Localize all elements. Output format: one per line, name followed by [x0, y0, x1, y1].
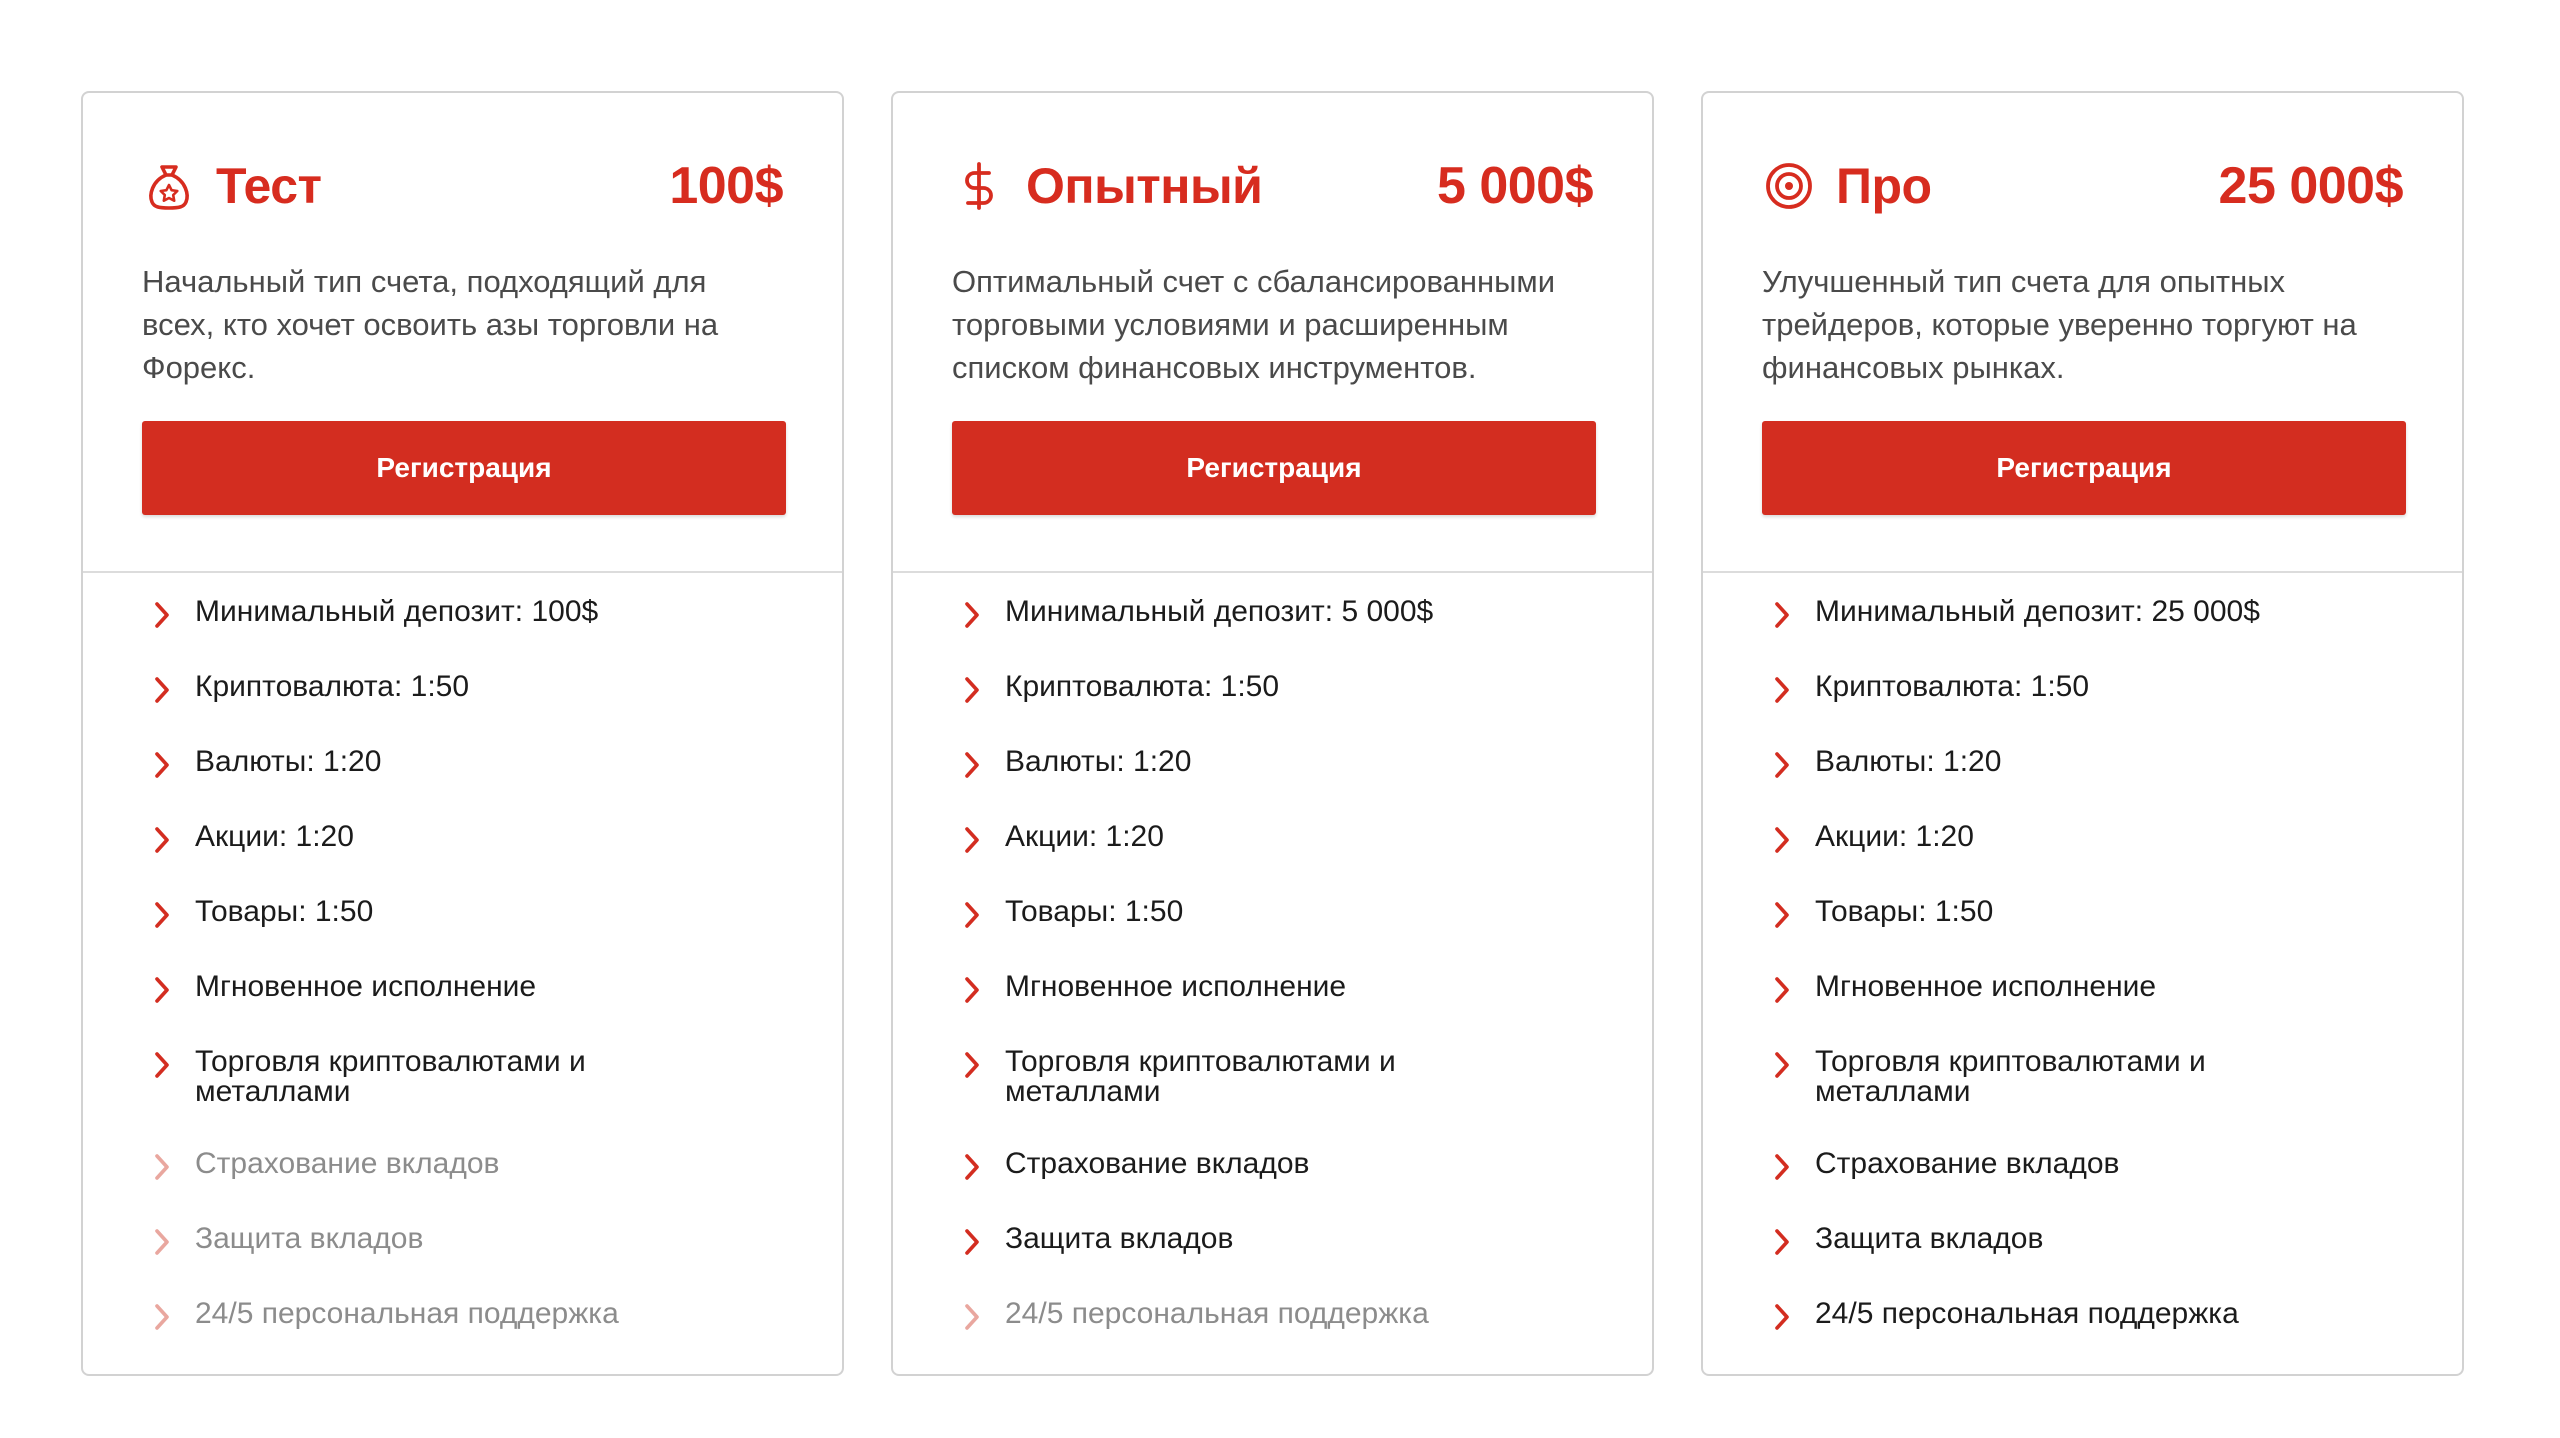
plan-card-experienced: [891, 91, 1654, 1376]
plan-card-test: [81, 91, 844, 1376]
chevron-right-icon: [961, 825, 983, 855]
chevron-right-icon: [1771, 975, 1793, 1005]
plan-name: Опытный: [1026, 158, 1263, 214]
plan-title-group: [142, 157, 322, 215]
feature-text: Страхование вкладов: [1005, 1147, 1310, 1180]
feature-text: Акции: 1:20: [195, 820, 354, 853]
feature-item: [1771, 672, 2403, 705]
plan-card-pro: [1701, 91, 2464, 1376]
feature-text: Товары: 1:50: [1005, 895, 1184, 928]
money-bag-icon: [142, 159, 196, 213]
feature-item: [151, 597, 783, 630]
feature-item: [1771, 597, 2403, 630]
feature-text: Минимальный депозит: 100$: [195, 595, 599, 628]
feature-text: Акции: 1:20: [1815, 820, 1974, 853]
chevron-right-icon: [1771, 1302, 1793, 1332]
feature-item: [1771, 897, 2403, 930]
feature-item-disabled: [151, 1299, 783, 1332]
chevron-right-icon: [151, 750, 173, 780]
feature-item: [151, 1047, 783, 1107]
feature-item: [961, 1047, 1593, 1107]
plan-description: Оптимальный счет с сбалансированными торговыми условиями и расширенным списком финансовых инструментов.: [952, 264, 1556, 385]
plan-price: 100$: [669, 157, 783, 215]
register-button[interactable]: Регистрация: [142, 421, 786, 515]
chevron-right-icon: [961, 975, 983, 1005]
feature-text: 24/5 персональная поддержка: [195, 1297, 619, 1330]
plan-card-header: [893, 93, 1652, 573]
plan-title-row: [142, 151, 783, 221]
feature-text: Криптовалюта: 1:50: [195, 670, 470, 703]
feature-list: [893, 573, 1652, 1374]
plan-price: 5 000$: [1436, 157, 1593, 215]
feature-text: Валюты: 1:20: [1815, 745, 2002, 778]
feature-text: Валюты: 1:20: [1005, 745, 1192, 778]
chevron-right-icon: [961, 750, 983, 780]
feature-item: [151, 822, 783, 855]
feature-item: [961, 1149, 1593, 1182]
feature-text: Криптовалюта: 1:50: [1005, 670, 1280, 703]
feature-text: Торговля криптовалютами и металлами: [195, 1045, 586, 1108]
feature-item: [151, 672, 783, 705]
feature-item: [961, 897, 1593, 930]
feature-item: [961, 822, 1593, 855]
chevron-right-icon: [1771, 1227, 1793, 1257]
chevron-right-icon: [1771, 900, 1793, 930]
feature-item: [151, 747, 783, 780]
chevron-right-icon: [1771, 1152, 1793, 1182]
pricing-cards: [81, 91, 2464, 1376]
plan-price: 25 000$: [2218, 157, 2403, 215]
feature-text: Товары: 1:50: [195, 895, 374, 928]
feature-text: Мгновенное исполнение: [195, 970, 537, 1003]
dollar-icon: [952, 159, 1006, 213]
chevron-right-icon: [151, 975, 173, 1005]
plan-description: Улучшенный тип счета для опытных трейдеров, которые уверенно торгуют на финансовых рынках.: [1762, 264, 2357, 385]
feature-item: [961, 1224, 1593, 1257]
feature-item-disabled: [151, 1149, 783, 1182]
plan-name: Про: [1836, 158, 1932, 214]
feature-list: [83, 573, 842, 1374]
chevron-right-icon: [151, 1050, 173, 1080]
plan-title-group: [952, 157, 1262, 215]
feature-text: Страхование вкладов: [195, 1147, 500, 1180]
chevron-right-icon: [1771, 675, 1793, 705]
feature-text: Товары: 1:50: [1815, 895, 1994, 928]
chevron-right-icon: [961, 675, 983, 705]
plan-card-header: [1703, 93, 2462, 573]
chevron-right-icon: [151, 825, 173, 855]
register-button[interactable]: Регистрация: [952, 421, 1596, 515]
feature-text: 24/5 персональная поддержка: [1815, 1297, 2239, 1330]
feature-item: [961, 972, 1593, 1005]
feature-item: [961, 747, 1593, 780]
feature-text: Мгновенное исполнение: [1005, 970, 1347, 1003]
chevron-right-icon: [151, 1302, 173, 1332]
feature-item: [961, 672, 1593, 705]
plan-title-group: [1762, 157, 1932, 215]
feature-text: Валюты: 1:20: [195, 745, 382, 778]
feature-text: Защита вкладов: [195, 1222, 424, 1255]
feature-item: [1771, 822, 2403, 855]
feature-item: [1771, 747, 2403, 780]
chevron-right-icon: [961, 1227, 983, 1257]
feature-item: [961, 597, 1593, 630]
feature-text: Акции: 1:20: [1005, 820, 1164, 853]
plan-name: Тест: [216, 158, 322, 214]
feature-text: Мгновенное исполнение: [1815, 970, 2157, 1003]
feature-item: [151, 972, 783, 1005]
feature-text: Минимальный депозит: 25 000$: [1815, 595, 2260, 628]
chevron-right-icon: [961, 1152, 983, 1182]
plan-description: Начальный тип счета, подходящий для всех, кто хочет освоить азы торговли на Форекс.: [142, 264, 719, 385]
chevron-right-icon: [1771, 1050, 1793, 1080]
feature-text: Страхование вкладов: [1815, 1147, 2120, 1180]
feature-item-disabled: [961, 1299, 1593, 1332]
chevron-right-icon: [961, 1302, 983, 1332]
feature-item: [151, 897, 783, 930]
plan-card-header: [83, 93, 842, 573]
feature-text: Криптовалюта: 1:50: [1815, 670, 2090, 703]
chevron-right-icon: [1771, 750, 1793, 780]
chevron-right-icon: [961, 900, 983, 930]
chevron-right-icon: [1771, 600, 1793, 630]
chevron-right-icon: [1771, 825, 1793, 855]
feature-list: [1703, 573, 2462, 1374]
feature-item: [1771, 1047, 2403, 1107]
feature-text: Защита вкладов: [1005, 1222, 1234, 1255]
plan-title-row: [1762, 151, 2403, 221]
chevron-right-icon: [961, 1050, 983, 1080]
chevron-right-icon: [151, 900, 173, 930]
plan-title-row: [952, 151, 1593, 221]
register-button[interactable]: Регистрация: [1762, 421, 2406, 515]
feature-text: Защита вкладов: [1815, 1222, 2044, 1255]
chevron-right-icon: [151, 675, 173, 705]
feature-item-disabled: [151, 1224, 783, 1257]
chevron-right-icon: [151, 1152, 173, 1182]
feature-text: Торговля криптовалютами и металлами: [1005, 1045, 1396, 1108]
target-icon: [1762, 159, 1816, 213]
chevron-right-icon: [151, 1227, 173, 1257]
feature-text: 24/5 персональная поддержка: [1005, 1297, 1429, 1330]
chevron-right-icon: [151, 600, 173, 630]
feature-item: [1771, 1149, 2403, 1182]
chevron-right-icon: [961, 600, 983, 630]
feature-text: Торговля криптовалютами и металлами: [1815, 1045, 2206, 1108]
feature-item: [1771, 972, 2403, 1005]
feature-text: Минимальный депозит: 5 000$: [1005, 595, 1434, 628]
feature-item: [1771, 1224, 2403, 1257]
feature-item: [1771, 1299, 2403, 1332]
